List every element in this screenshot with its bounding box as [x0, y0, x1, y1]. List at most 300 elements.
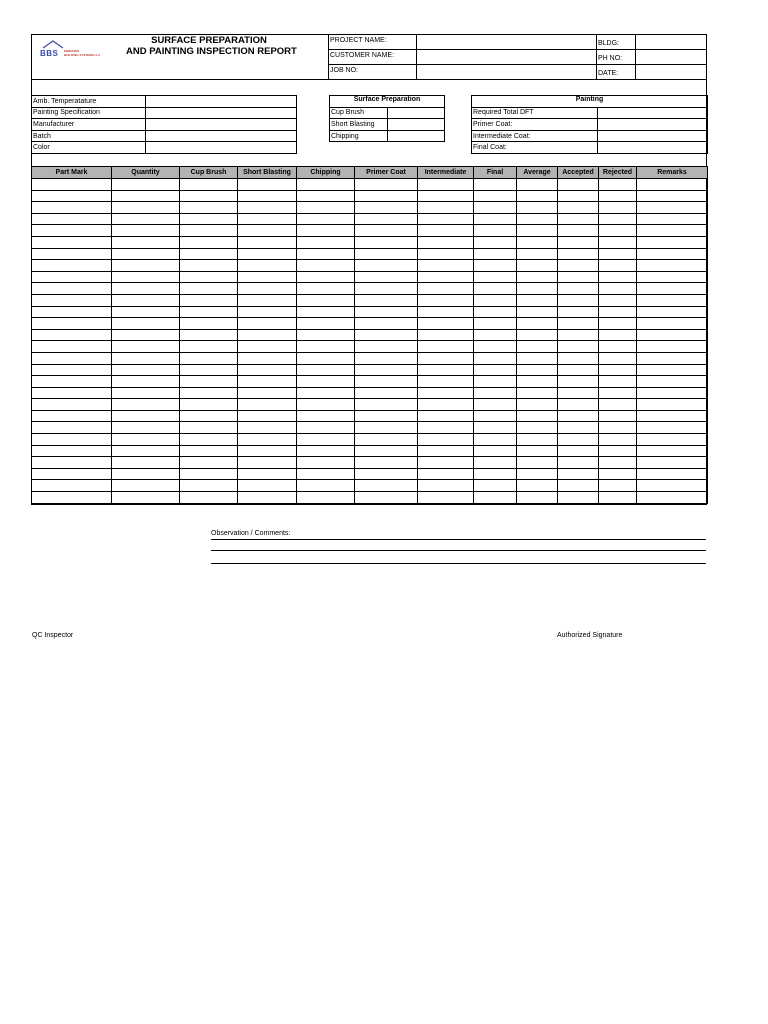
table-cell[interactable] — [112, 480, 180, 492]
comment-line[interactable] — [211, 539, 706, 540]
table-cell[interactable] — [355, 341, 418, 353]
table-cell[interactable] — [474, 329, 517, 341]
table-cell[interactable] — [474, 480, 517, 492]
table-cell[interactable] — [558, 399, 599, 411]
table-cell[interactable] — [558, 364, 599, 376]
table-cell[interactable] — [418, 434, 474, 446]
comment-line[interactable] — [211, 550, 706, 551]
table-cell[interactable] — [558, 480, 599, 492]
table-cell[interactable] — [599, 352, 637, 364]
table-cell[interactable] — [637, 213, 708, 225]
table-cell[interactable] — [517, 399, 558, 411]
table-cell[interactable] — [599, 306, 637, 318]
table-cell[interactable] — [32, 202, 112, 214]
customer-name-field[interactable] — [417, 50, 596, 64]
table-cell[interactable] — [355, 492, 418, 504]
table-cell[interactable] — [418, 260, 474, 272]
table-cell[interactable] — [32, 248, 112, 260]
table-cell[interactable] — [637, 422, 708, 434]
table-cell[interactable] — [180, 422, 238, 434]
table-cell[interactable] — [112, 422, 180, 434]
table-cell[interactable] — [418, 492, 474, 504]
table-cell[interactable] — [297, 190, 355, 202]
table-cell[interactable] — [474, 318, 517, 330]
table-cell[interactable] — [418, 341, 474, 353]
table-cell[interactable] — [32, 457, 112, 469]
table-cell[interactable] — [32, 225, 112, 237]
table-cell[interactable] — [517, 352, 558, 364]
table-cell[interactable] — [180, 480, 238, 492]
table-cell[interactable] — [180, 352, 238, 364]
table-cell[interactable] — [558, 179, 599, 191]
table-cell[interactable] — [355, 202, 418, 214]
table-cell[interactable] — [238, 236, 297, 248]
table-cell[interactable] — [637, 179, 708, 191]
table-cell[interactable] — [474, 225, 517, 237]
table-cell[interactable] — [297, 213, 355, 225]
table-cell[interactable] — [238, 329, 297, 341]
table-cell[interactable] — [517, 202, 558, 214]
table-cell[interactable] — [112, 364, 180, 376]
table-cell[interactable] — [32, 376, 112, 388]
table-cell[interactable] — [180, 202, 238, 214]
info-value-cell[interactable] — [146, 119, 297, 131]
table-cell[interactable] — [599, 179, 637, 191]
table-cell[interactable] — [238, 190, 297, 202]
table-cell[interactable] — [517, 364, 558, 376]
info-value-cell[interactable] — [146, 142, 297, 154]
table-cell[interactable] — [558, 202, 599, 214]
table-cell[interactable] — [637, 434, 708, 446]
table-cell[interactable] — [112, 202, 180, 214]
table-cell[interactable] — [517, 271, 558, 283]
table-cell[interactable] — [355, 434, 418, 446]
table-cell[interactable] — [32, 341, 112, 353]
table-cell[interactable] — [355, 318, 418, 330]
table-cell[interactable] — [517, 434, 558, 446]
table-cell[interactable] — [112, 260, 180, 272]
table-cell[interactable] — [517, 387, 558, 399]
table-cell[interactable] — [474, 410, 517, 422]
table-cell[interactable] — [599, 422, 637, 434]
table-cell[interactable] — [32, 329, 112, 341]
table-cell[interactable] — [355, 376, 418, 388]
table-cell[interactable] — [355, 260, 418, 272]
table-cell[interactable] — [558, 468, 599, 480]
table-cell[interactable] — [112, 306, 180, 318]
table-cell[interactable] — [180, 179, 238, 191]
table-cell[interactable] — [637, 468, 708, 480]
table-cell[interactable] — [355, 364, 418, 376]
table-cell[interactable] — [599, 434, 637, 446]
table-cell[interactable] — [355, 445, 418, 457]
table-cell[interactable] — [474, 352, 517, 364]
table-cell[interactable] — [474, 445, 517, 457]
table-cell[interactable] — [599, 283, 637, 295]
table-cell[interactable] — [238, 260, 297, 272]
table-cell[interactable] — [599, 190, 637, 202]
table-cell[interactable] — [180, 329, 238, 341]
table-cell[interactable] — [180, 387, 238, 399]
table-cell[interactable] — [558, 213, 599, 225]
table-cell[interactable] — [637, 190, 708, 202]
table-cell[interactable] — [32, 445, 112, 457]
table-cell[interactable] — [355, 399, 418, 411]
table-cell[interactable] — [180, 376, 238, 388]
table-cell[interactable] — [637, 202, 708, 214]
table-cell[interactable] — [112, 376, 180, 388]
table-cell[interactable] — [32, 260, 112, 272]
painting-value-cell[interactable] — [598, 130, 708, 142]
table-cell[interactable] — [599, 376, 637, 388]
table-cell[interactable] — [599, 236, 637, 248]
table-cell[interactable] — [297, 410, 355, 422]
table-cell[interactable] — [238, 341, 297, 353]
table-cell[interactable] — [180, 190, 238, 202]
table-cell[interactable] — [32, 399, 112, 411]
table-cell[interactable] — [355, 329, 418, 341]
table-cell[interactable] — [180, 364, 238, 376]
table-cell[interactable] — [418, 225, 474, 237]
table-cell[interactable] — [112, 179, 180, 191]
table-cell[interactable] — [599, 329, 637, 341]
table-cell[interactable] — [355, 480, 418, 492]
table-cell[interactable] — [297, 422, 355, 434]
table-cell[interactable] — [637, 376, 708, 388]
table-cell[interactable] — [180, 468, 238, 480]
table-cell[interactable] — [637, 248, 708, 260]
table-cell[interactable] — [599, 399, 637, 411]
table-cell[interactable] — [32, 190, 112, 202]
table-cell[interactable] — [238, 202, 297, 214]
info-value-cell[interactable] — [146, 107, 297, 119]
table-cell[interactable] — [474, 283, 517, 295]
table-cell[interactable] — [297, 306, 355, 318]
table-cell[interactable] — [297, 387, 355, 399]
table-cell[interactable] — [418, 387, 474, 399]
table-cell[interactable] — [297, 399, 355, 411]
table-cell[interactable] — [517, 480, 558, 492]
table-cell[interactable] — [637, 283, 708, 295]
table-cell[interactable] — [517, 248, 558, 260]
table-cell[interactable] — [418, 213, 474, 225]
table-cell[interactable] — [297, 248, 355, 260]
table-cell[interactable] — [418, 445, 474, 457]
surface-prep-value-cell[interactable] — [388, 119, 445, 131]
table-cell[interactable] — [297, 364, 355, 376]
table-cell[interactable] — [474, 468, 517, 480]
table-cell[interactable] — [418, 271, 474, 283]
table-cell[interactable] — [32, 306, 112, 318]
table-cell[interactable] — [517, 236, 558, 248]
table-cell[interactable] — [517, 213, 558, 225]
table-cell[interactable] — [474, 364, 517, 376]
table-cell[interactable] — [238, 179, 297, 191]
table-cell[interactable] — [474, 260, 517, 272]
table-cell[interactable] — [32, 318, 112, 330]
table-cell[interactable] — [637, 480, 708, 492]
table-cell[interactable] — [418, 318, 474, 330]
table-cell[interactable] — [474, 399, 517, 411]
comment-line[interactable] — [211, 563, 706, 564]
table-cell[interactable] — [297, 329, 355, 341]
table-cell[interactable] — [599, 492, 637, 504]
table-cell[interactable] — [112, 236, 180, 248]
table-cell[interactable] — [418, 294, 474, 306]
table-cell[interactable] — [558, 236, 599, 248]
table-cell[interactable] — [355, 410, 418, 422]
table-cell[interactable] — [180, 271, 238, 283]
table-cell[interactable] — [418, 422, 474, 434]
table-cell[interactable] — [517, 410, 558, 422]
table-cell[interactable] — [297, 445, 355, 457]
table-cell[interactable] — [418, 457, 474, 469]
table-cell[interactable] — [474, 248, 517, 260]
table-cell[interactable] — [517, 457, 558, 469]
table-cell[interactable] — [32, 236, 112, 248]
table-cell[interactable] — [238, 318, 297, 330]
table-cell[interactable] — [180, 434, 238, 446]
table-cell[interactable] — [637, 260, 708, 272]
table-cell[interactable] — [32, 422, 112, 434]
table-cell[interactable] — [517, 318, 558, 330]
table-cell[interactable] — [637, 236, 708, 248]
table-cell[interactable] — [517, 422, 558, 434]
table-cell[interactable] — [418, 399, 474, 411]
table-cell[interactable] — [297, 318, 355, 330]
table-cell[interactable] — [474, 434, 517, 446]
table-cell[interactable] — [112, 318, 180, 330]
table-cell[interactable] — [297, 457, 355, 469]
table-cell[interactable] — [637, 306, 708, 318]
table-cell[interactable] — [637, 445, 708, 457]
table-cell[interactable] — [517, 306, 558, 318]
table-cell[interactable] — [355, 468, 418, 480]
table-cell[interactable] — [474, 202, 517, 214]
table-cell[interactable] — [238, 352, 297, 364]
table-cell[interactable] — [238, 457, 297, 469]
table-cell[interactable] — [474, 341, 517, 353]
table-cell[interactable] — [355, 236, 418, 248]
table-cell[interactable] — [418, 329, 474, 341]
table-cell[interactable] — [32, 492, 112, 504]
table-cell[interactable] — [558, 329, 599, 341]
table-cell[interactable] — [474, 179, 517, 191]
table-cell[interactable] — [238, 422, 297, 434]
table-cell[interactable] — [297, 341, 355, 353]
table-cell[interactable] — [238, 410, 297, 422]
table-cell[interactable] — [297, 179, 355, 191]
table-cell[interactable] — [32, 271, 112, 283]
table-cell[interactable] — [517, 445, 558, 457]
table-cell[interactable] — [418, 283, 474, 295]
table-cell[interactable] — [112, 468, 180, 480]
table-cell[interactable] — [355, 422, 418, 434]
table-cell[interactable] — [558, 457, 599, 469]
table-cell[interactable] — [418, 376, 474, 388]
table-cell[interactable] — [418, 306, 474, 318]
table-cell[interactable] — [180, 492, 238, 504]
table-cell[interactable] — [599, 410, 637, 422]
table-cell[interactable] — [180, 236, 238, 248]
table-cell[interactable] — [517, 294, 558, 306]
table-cell[interactable] — [558, 422, 599, 434]
table-cell[interactable] — [474, 376, 517, 388]
table-cell[interactable] — [558, 492, 599, 504]
table-cell[interactable] — [418, 410, 474, 422]
table-cell[interactable] — [180, 318, 238, 330]
ph-no-field[interactable] — [636, 50, 706, 64]
table-cell[interactable] — [599, 202, 637, 214]
table-cell[interactable] — [599, 213, 637, 225]
table-cell[interactable] — [112, 387, 180, 399]
table-cell[interactable] — [355, 306, 418, 318]
table-cell[interactable] — [32, 364, 112, 376]
table-cell[interactable] — [112, 341, 180, 353]
table-cell[interactable] — [180, 225, 238, 237]
table-cell[interactable] — [474, 236, 517, 248]
table-cell[interactable] — [112, 271, 180, 283]
table-cell[interactable] — [238, 480, 297, 492]
table-cell[interactable] — [112, 294, 180, 306]
info-value-cell[interactable] — [146, 96, 297, 108]
table-cell[interactable] — [180, 445, 238, 457]
table-cell[interactable] — [418, 190, 474, 202]
table-cell[interactable] — [32, 387, 112, 399]
table-cell[interactable] — [238, 445, 297, 457]
table-cell[interactable] — [474, 271, 517, 283]
table-cell[interactable] — [355, 213, 418, 225]
table-cell[interactable] — [180, 341, 238, 353]
table-cell[interactable] — [474, 457, 517, 469]
table-cell[interactable] — [418, 480, 474, 492]
table-cell[interactable] — [599, 294, 637, 306]
table-cell[interactable] — [517, 329, 558, 341]
table-cell[interactable] — [637, 410, 708, 422]
table-cell[interactable] — [297, 294, 355, 306]
table-cell[interactable] — [112, 399, 180, 411]
painting-value-cell[interactable] — [598, 142, 708, 154]
table-cell[interactable] — [355, 225, 418, 237]
table-cell[interactable] — [112, 492, 180, 504]
table-cell[interactable] — [474, 492, 517, 504]
table-cell[interactable] — [418, 352, 474, 364]
table-cell[interactable] — [558, 225, 599, 237]
table-cell[interactable] — [517, 468, 558, 480]
table-cell[interactable] — [297, 260, 355, 272]
table-cell[interactable] — [599, 387, 637, 399]
table-cell[interactable] — [517, 190, 558, 202]
table-cell[interactable] — [558, 294, 599, 306]
table-cell[interactable] — [637, 364, 708, 376]
table-cell[interactable] — [558, 410, 599, 422]
table-cell[interactable] — [355, 271, 418, 283]
table-cell[interactable] — [517, 179, 558, 191]
table-cell[interactable] — [355, 283, 418, 295]
table-cell[interactable] — [297, 225, 355, 237]
table-cell[interactable] — [238, 248, 297, 260]
table-cell[interactable] — [297, 352, 355, 364]
table-cell[interactable] — [474, 190, 517, 202]
table-cell[interactable] — [238, 271, 297, 283]
table-cell[interactable] — [180, 283, 238, 295]
table-cell[interactable] — [112, 248, 180, 260]
table-cell[interactable] — [637, 318, 708, 330]
table-cell[interactable] — [32, 410, 112, 422]
table-cell[interactable] — [112, 225, 180, 237]
table-cell[interactable] — [517, 260, 558, 272]
painting-value-cell[interactable] — [598, 107, 708, 119]
table-cell[interactable] — [180, 399, 238, 411]
table-cell[interactable] — [474, 306, 517, 318]
table-cell[interactable] — [558, 190, 599, 202]
table-cell[interactable] — [474, 387, 517, 399]
table-cell[interactable] — [297, 376, 355, 388]
surface-prep-value-cell[interactable] — [388, 107, 445, 119]
table-cell[interactable] — [297, 202, 355, 214]
table-cell[interactable] — [238, 225, 297, 237]
table-cell[interactable] — [238, 213, 297, 225]
table-cell[interactable] — [418, 248, 474, 260]
table-cell[interactable] — [517, 341, 558, 353]
table-cell[interactable] — [180, 410, 238, 422]
table-cell[interactable] — [238, 387, 297, 399]
table-cell[interactable] — [599, 260, 637, 272]
table-cell[interactable] — [180, 457, 238, 469]
table-cell[interactable] — [599, 341, 637, 353]
table-cell[interactable] — [297, 468, 355, 480]
table-cell[interactable] — [517, 225, 558, 237]
table-cell[interactable] — [558, 434, 599, 446]
table-cell[interactable] — [112, 190, 180, 202]
table-cell[interactable] — [558, 306, 599, 318]
table-cell[interactable] — [418, 468, 474, 480]
table-cell[interactable] — [637, 341, 708, 353]
table-cell[interactable] — [238, 364, 297, 376]
table-cell[interactable] — [418, 236, 474, 248]
table-cell[interactable] — [599, 480, 637, 492]
table-cell[interactable] — [474, 213, 517, 225]
table-cell[interactable] — [517, 376, 558, 388]
table-cell[interactable] — [558, 352, 599, 364]
table-cell[interactable] — [238, 306, 297, 318]
table-cell[interactable] — [355, 179, 418, 191]
table-cell[interactable] — [637, 387, 708, 399]
table-cell[interactable] — [558, 271, 599, 283]
table-cell[interactable] — [32, 213, 112, 225]
table-cell[interactable] — [558, 248, 599, 260]
project-name-field[interactable] — [417, 35, 596, 49]
table-cell[interactable] — [238, 283, 297, 295]
table-cell[interactable] — [355, 457, 418, 469]
table-cell[interactable] — [180, 294, 238, 306]
table-cell[interactable] — [418, 364, 474, 376]
surface-prep-value-cell[interactable] — [388, 130, 445, 142]
table-cell[interactable] — [112, 213, 180, 225]
table-cell[interactable] — [355, 248, 418, 260]
table-cell[interactable] — [517, 283, 558, 295]
table-cell[interactable] — [32, 434, 112, 446]
table-cell[interactable] — [238, 492, 297, 504]
table-cell[interactable] — [297, 480, 355, 492]
table-cell[interactable] — [599, 225, 637, 237]
table-cell[interactable] — [112, 329, 180, 341]
table-cell[interactable] — [238, 399, 297, 411]
painting-value-cell[interactable] — [598, 119, 708, 131]
date-field[interactable] — [636, 65, 706, 79]
table-cell[interactable] — [558, 387, 599, 399]
bldg-field[interactable] — [636, 35, 706, 49]
